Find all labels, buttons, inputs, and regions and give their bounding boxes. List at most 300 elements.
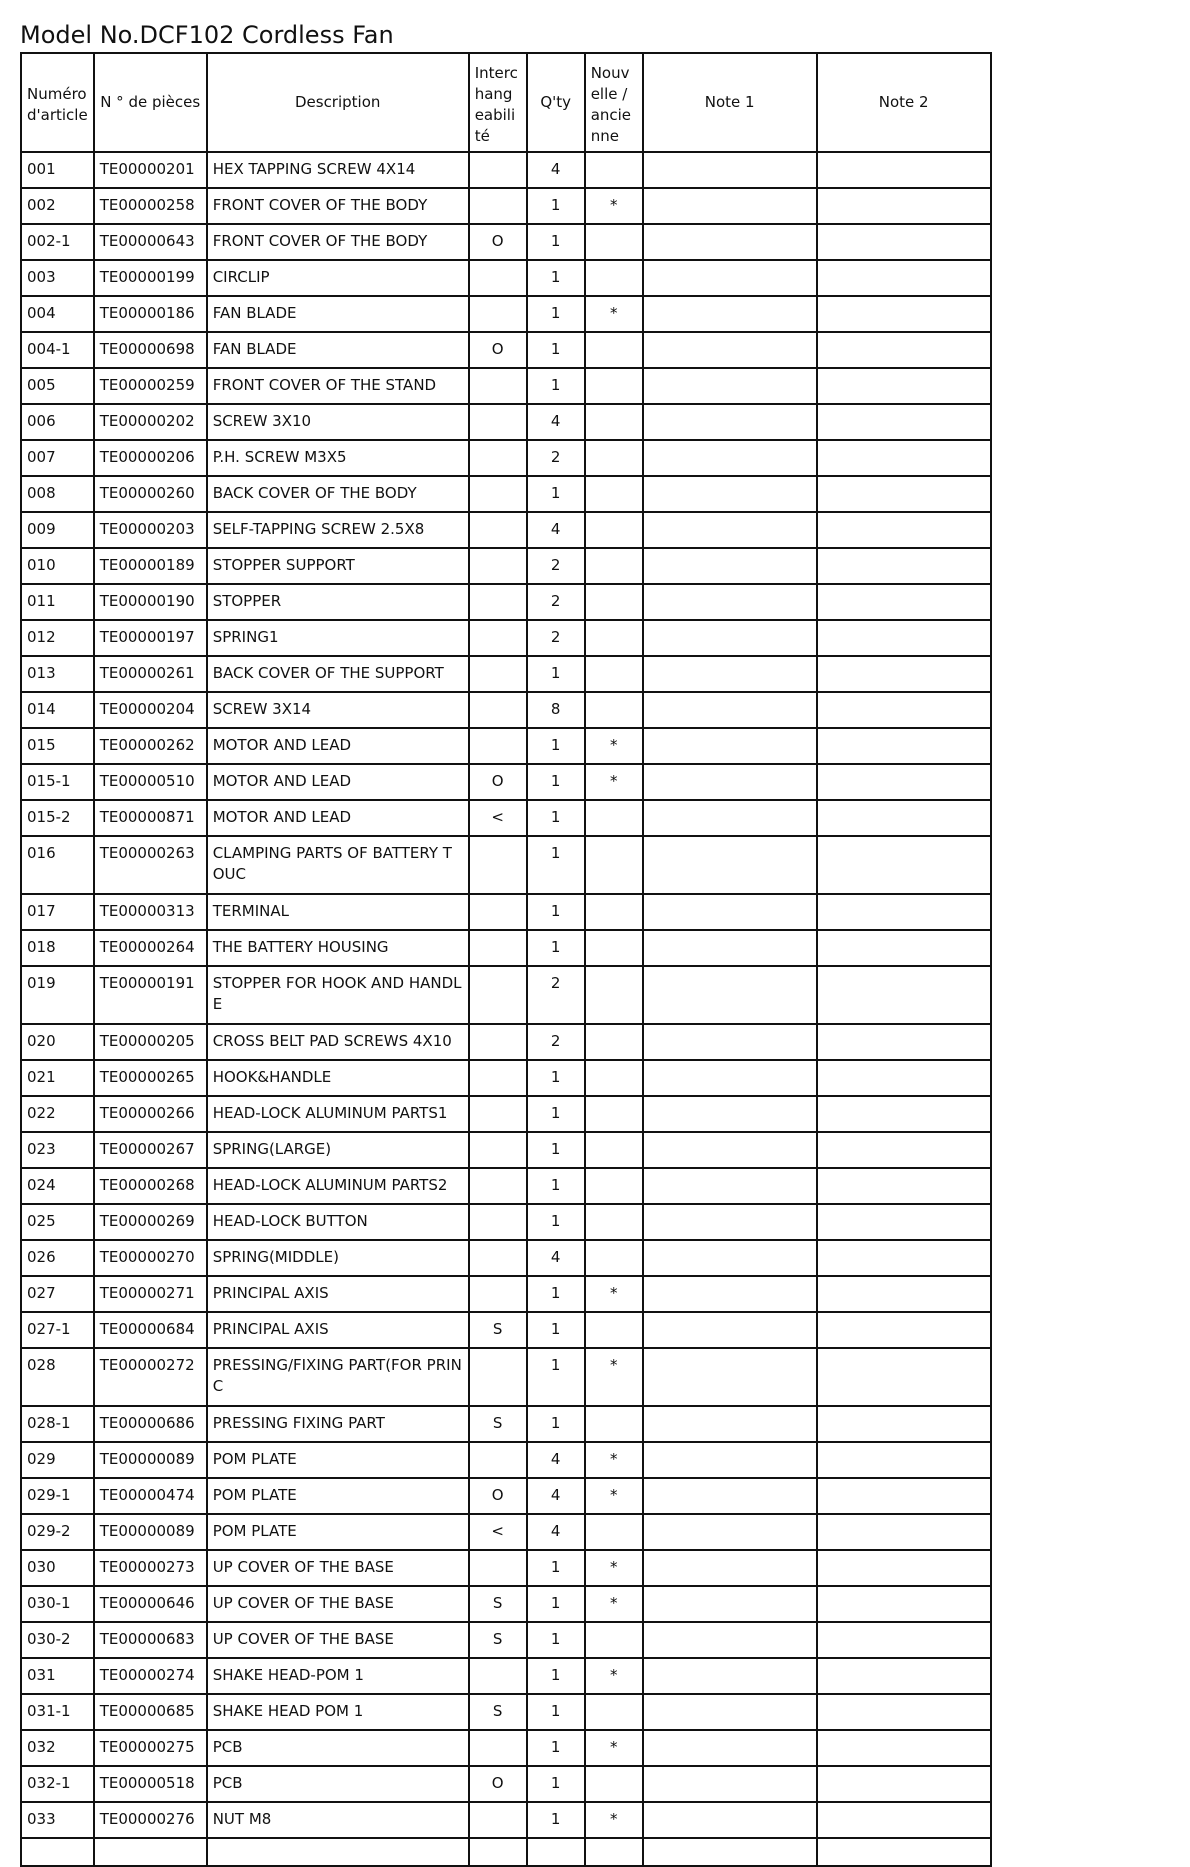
item-number-cell: 011 — [21, 584, 94, 620]
parts-table-body — [21, 152, 991, 1866]
interchangeability-cell: O — [469, 224, 527, 260]
quantity-cell: 8 — [527, 692, 585, 728]
part-number-cell: TE00000199 — [94, 260, 207, 296]
table-row — [21, 1766, 991, 1802]
note-1-cell — [643, 1766, 817, 1802]
new-old-cell: * — [585, 1550, 643, 1586]
description-cell: CROSS BELT PAD SCREWS 4X10 — [207, 1024, 469, 1060]
new-old-cell — [585, 1514, 643, 1550]
interchangeability-cell — [469, 930, 527, 966]
header-interchangeability: Interchangeabilité — [469, 53, 527, 152]
table-row — [21, 1838, 991, 1866]
interchangeability-cell — [469, 656, 527, 692]
note-2-cell — [817, 1132, 991, 1168]
table-row — [21, 1204, 991, 1240]
header-description: Description — [207, 53, 469, 152]
note-2-cell — [817, 512, 991, 548]
part-number-cell: TE00000259 — [94, 368, 207, 404]
interchangeability-cell — [469, 836, 527, 894]
item-number-cell: 023 — [21, 1132, 94, 1168]
part-number-cell: TE00000685 — [94, 1694, 207, 1730]
part-number-cell: TE00000205 — [94, 1024, 207, 1060]
note-1-cell — [643, 1240, 817, 1276]
note-2-cell — [817, 296, 991, 332]
table-row — [21, 260, 991, 296]
interchangeability-cell — [469, 152, 527, 188]
table-row — [21, 836, 991, 894]
quantity-cell: 1 — [527, 1658, 585, 1694]
empty-cell — [643, 1838, 817, 1866]
description-cell: STOPPER SUPPORT — [207, 548, 469, 584]
new-old-cell — [585, 1204, 643, 1240]
interchangeability-cell: < — [469, 800, 527, 836]
table-row — [21, 1478, 991, 1514]
empty-cell — [817, 1838, 991, 1866]
description-cell: HEX TAPPING SCREW 4X14 — [207, 152, 469, 188]
part-number-cell: TE00000089 — [94, 1514, 207, 1550]
quantity-cell: 1 — [527, 930, 585, 966]
table-row — [21, 296, 991, 332]
description-cell: MOTOR AND LEAD — [207, 728, 469, 764]
item-number-cell: 018 — [21, 930, 94, 966]
interchangeability-cell: S — [469, 1312, 527, 1348]
table-row — [21, 152, 991, 188]
interchangeability-cell — [469, 1132, 527, 1168]
empty-cell — [207, 1838, 469, 1866]
item-number-cell: 017 — [21, 894, 94, 930]
new-old-cell — [585, 332, 643, 368]
part-number-cell: TE00000263 — [94, 836, 207, 894]
part-number-cell: TE00000258 — [94, 188, 207, 224]
quantity-cell: 2 — [527, 584, 585, 620]
note-1-cell — [643, 188, 817, 224]
description-cell: FRONT COVER OF THE STAND — [207, 368, 469, 404]
empty-cell — [469, 1838, 527, 1866]
part-number-cell: TE00000189 — [94, 548, 207, 584]
interchangeability-cell — [469, 1240, 527, 1276]
quantity-cell: 4 — [527, 1442, 585, 1478]
description-cell: PRESSING FIXING PART — [207, 1406, 469, 1442]
interchangeability-cell — [469, 476, 527, 512]
new-old-cell — [585, 1132, 643, 1168]
note-2-cell — [817, 1514, 991, 1550]
new-old-cell: * — [585, 1730, 643, 1766]
interchangeability-cell — [469, 894, 527, 930]
item-number-cell: 031-1 — [21, 1694, 94, 1730]
table-row — [21, 1586, 991, 1622]
note-1-cell — [643, 1802, 817, 1838]
item-number-cell: 027 — [21, 1276, 94, 1312]
item-number-cell: 032-1 — [21, 1766, 94, 1802]
description-cell: BACK COVER OF THE BODY — [207, 476, 469, 512]
note-1-cell — [643, 966, 817, 1024]
table-row — [21, 764, 991, 800]
item-number-cell: 007 — [21, 440, 94, 476]
table-row — [21, 1132, 991, 1168]
new-old-cell: * — [585, 764, 643, 800]
new-old-cell — [585, 692, 643, 728]
part-number-cell: TE00000276 — [94, 1802, 207, 1838]
quantity-cell: 1 — [527, 728, 585, 764]
note-2-cell — [817, 1024, 991, 1060]
note-2-cell — [817, 476, 991, 512]
new-old-cell — [585, 584, 643, 620]
new-old-cell — [585, 1622, 643, 1658]
note-1-cell — [643, 692, 817, 728]
table-row — [21, 966, 991, 1024]
note-1-cell — [643, 764, 817, 800]
note-2-cell — [817, 764, 991, 800]
note-2-cell — [817, 836, 991, 894]
interchangeability-cell — [469, 1348, 527, 1406]
note-2-cell — [817, 1240, 991, 1276]
interchangeability-cell: S — [469, 1694, 527, 1730]
table-row — [21, 728, 991, 764]
item-number-cell: 021 — [21, 1060, 94, 1096]
item-number-cell: 019 — [21, 966, 94, 1024]
description-cell: SPRING1 — [207, 620, 469, 656]
part-number-cell: TE00000266 — [94, 1096, 207, 1132]
interchangeability-cell: < — [469, 1514, 527, 1550]
note-2-cell — [817, 1478, 991, 1514]
interchangeability-cell: S — [469, 1406, 527, 1442]
part-number-cell: TE00000191 — [94, 966, 207, 1024]
table-row — [21, 404, 991, 440]
part-number-cell: TE00000274 — [94, 1658, 207, 1694]
quantity-cell: 2 — [527, 548, 585, 584]
item-number-cell: 004-1 — [21, 332, 94, 368]
part-number-cell: TE00000313 — [94, 894, 207, 930]
interchangeability-cell — [469, 1024, 527, 1060]
note-1-cell — [643, 224, 817, 260]
item-number-cell: 010 — [21, 548, 94, 584]
table-row — [21, 800, 991, 836]
table-row — [21, 584, 991, 620]
quantity-cell: 1 — [527, 1586, 585, 1622]
description-cell: PRESSING/FIXING PART(FOR PRINC — [207, 1348, 469, 1406]
quantity-cell: 1 — [527, 296, 585, 332]
header-part-no: N ° de pièces — [94, 53, 207, 152]
interchangeability-cell — [469, 548, 527, 584]
note-2-cell — [817, 224, 991, 260]
header-item-no: Numéro d'article — [21, 53, 94, 152]
new-old-cell: * — [585, 728, 643, 764]
description-cell: POM PLATE — [207, 1514, 469, 1550]
item-number-cell: 029-1 — [21, 1478, 94, 1514]
note-1-cell — [643, 1276, 817, 1312]
note-1-cell — [643, 1550, 817, 1586]
note-1-cell — [643, 1442, 817, 1478]
table-row — [21, 656, 991, 692]
note-2-cell — [817, 1060, 991, 1096]
table-row — [21, 1060, 991, 1096]
empty-cell — [585, 1838, 643, 1866]
part-number-cell: TE00000270 — [94, 1240, 207, 1276]
item-number-cell: 015-2 — [21, 800, 94, 836]
interchangeability-cell — [469, 584, 527, 620]
note-2-cell — [817, 800, 991, 836]
note-2-cell — [817, 966, 991, 1024]
table-row — [21, 894, 991, 930]
table-row — [21, 188, 991, 224]
item-number-cell: 015-1 — [21, 764, 94, 800]
interchangeability-cell: O — [469, 764, 527, 800]
quantity-cell: 1 — [527, 332, 585, 368]
part-number-cell: TE00000474 — [94, 1478, 207, 1514]
table-row — [21, 1658, 991, 1694]
part-number-cell: TE00000684 — [94, 1312, 207, 1348]
description-cell: SHAKE HEAD-POM 1 — [207, 1658, 469, 1694]
part-number-cell: TE00000267 — [94, 1132, 207, 1168]
quantity-cell: 1 — [527, 1096, 585, 1132]
item-number-cell: 005 — [21, 368, 94, 404]
description-cell: UP COVER OF THE BASE — [207, 1550, 469, 1586]
interchangeability-cell — [469, 296, 527, 332]
note-2-cell — [817, 1096, 991, 1132]
description-cell: FRONT COVER OF THE BODY — [207, 224, 469, 260]
table-row — [21, 332, 991, 368]
header-note-2: Note 2 — [817, 53, 991, 152]
new-old-cell — [585, 656, 643, 692]
table-row — [21, 1312, 991, 1348]
table-row — [21, 1168, 991, 1204]
item-number-cell: 016 — [21, 836, 94, 894]
description-cell: PCB — [207, 1766, 469, 1802]
description-cell: PCB — [207, 1730, 469, 1766]
part-number-cell: TE00000203 — [94, 512, 207, 548]
description-cell: CLAMPING PARTS OF BATTERY TOUC — [207, 836, 469, 894]
interchangeability-cell — [469, 620, 527, 656]
part-number-cell: TE00000518 — [94, 1766, 207, 1802]
note-2-cell — [817, 1694, 991, 1730]
note-2-cell — [817, 584, 991, 620]
quantity-cell: 1 — [527, 1730, 585, 1766]
part-number-cell: TE00000206 — [94, 440, 207, 476]
part-number-cell: TE00000698 — [94, 332, 207, 368]
new-old-cell — [585, 404, 643, 440]
note-1-cell — [643, 656, 817, 692]
item-number-cell: 001 — [21, 152, 94, 188]
table-row — [21, 1442, 991, 1478]
interchangeability-cell — [469, 1442, 527, 1478]
table-row — [21, 1622, 991, 1658]
description-cell: POM PLATE — [207, 1442, 469, 1478]
item-number-cell: 025 — [21, 1204, 94, 1240]
new-old-cell — [585, 1312, 643, 1348]
table-row — [21, 1694, 991, 1730]
interchangeability-cell — [469, 1096, 527, 1132]
note-1-cell — [643, 332, 817, 368]
quantity-cell: 1 — [527, 1060, 585, 1096]
interchangeability-cell: O — [469, 1766, 527, 1802]
note-2-cell — [817, 930, 991, 966]
new-old-cell — [585, 260, 643, 296]
empty-cell — [21, 1838, 94, 1866]
new-old-cell — [585, 1766, 643, 1802]
table-row — [21, 692, 991, 728]
header-new-old: Nouvelle / ancienne — [585, 53, 643, 152]
interchangeability-cell — [469, 188, 527, 224]
table-row — [21, 476, 991, 512]
note-1-cell — [643, 440, 817, 476]
item-number-cell: 024 — [21, 1168, 94, 1204]
table-row — [21, 368, 991, 404]
description-cell: P.H. SCREW M3X5 — [207, 440, 469, 476]
interchangeability-cell — [469, 440, 527, 476]
quantity-cell: 1 — [527, 836, 585, 894]
new-old-cell: * — [585, 1586, 643, 1622]
description-cell: MOTOR AND LEAD — [207, 800, 469, 836]
new-old-cell — [585, 224, 643, 260]
note-1-cell — [643, 1586, 817, 1622]
part-number-cell: TE00000262 — [94, 728, 207, 764]
note-2-cell — [817, 1766, 991, 1802]
interchangeability-cell — [469, 368, 527, 404]
item-number-cell: 030 — [21, 1550, 94, 1586]
item-number-cell: 002-1 — [21, 224, 94, 260]
quantity-cell: 1 — [527, 894, 585, 930]
note-1-cell — [643, 152, 817, 188]
description-cell: SPRING(MIDDLE) — [207, 1240, 469, 1276]
description-cell: UP COVER OF THE BASE — [207, 1622, 469, 1658]
note-2-cell — [817, 728, 991, 764]
note-2-cell — [817, 1658, 991, 1694]
new-old-cell — [585, 548, 643, 584]
empty-cell — [527, 1838, 585, 1866]
interchangeability-cell — [469, 1802, 527, 1838]
note-2-cell — [817, 188, 991, 224]
note-1-cell — [643, 1168, 817, 1204]
table-row — [21, 930, 991, 966]
interchangeability-cell — [469, 512, 527, 548]
table-row — [21, 1096, 991, 1132]
description-cell: UP COVER OF THE BASE — [207, 1586, 469, 1622]
quantity-cell: 1 — [527, 1694, 585, 1730]
part-number-cell: TE00000269 — [94, 1204, 207, 1240]
quantity-cell: 1 — [527, 1406, 585, 1442]
parts-table — [20, 52, 992, 1867]
part-number-cell: TE00000265 — [94, 1060, 207, 1096]
note-1-cell — [643, 512, 817, 548]
item-number-cell: 015 — [21, 728, 94, 764]
header-note-1: Note 1 — [643, 53, 817, 152]
note-2-cell — [817, 1406, 991, 1442]
note-1-cell — [643, 836, 817, 894]
part-number-cell: TE00000201 — [94, 152, 207, 188]
description-cell: NUT M8 — [207, 1802, 469, 1838]
note-2-cell — [817, 1204, 991, 1240]
item-number-cell: 028 — [21, 1348, 94, 1406]
interchangeability-cell — [469, 1550, 527, 1586]
new-old-cell — [585, 1096, 643, 1132]
item-number-cell: 006 — [21, 404, 94, 440]
part-number-cell: TE00000190 — [94, 584, 207, 620]
description-cell: HEAD-LOCK ALUMINUM PARTS2 — [207, 1168, 469, 1204]
description-cell: MOTOR AND LEAD — [207, 764, 469, 800]
empty-cell — [94, 1838, 207, 1866]
item-number-cell: 020 — [21, 1024, 94, 1060]
table-row — [21, 1348, 991, 1406]
quantity-cell: 2 — [527, 440, 585, 476]
new-old-cell — [585, 1694, 643, 1730]
table-row — [21, 1024, 991, 1060]
part-number-cell: TE00000646 — [94, 1586, 207, 1622]
quantity-cell: 4 — [527, 1478, 585, 1514]
note-1-cell — [643, 1204, 817, 1240]
item-number-cell: 013 — [21, 656, 94, 692]
table-row — [21, 512, 991, 548]
item-number-cell: 022 — [21, 1096, 94, 1132]
interchangeability-cell — [469, 260, 527, 296]
item-number-cell: 012 — [21, 620, 94, 656]
part-number-cell: TE00000264 — [94, 930, 207, 966]
item-number-cell: 029 — [21, 1442, 94, 1478]
note-1-cell — [643, 930, 817, 966]
table-row — [21, 548, 991, 584]
quantity-cell: 2 — [527, 620, 585, 656]
interchangeability-cell — [469, 966, 527, 1024]
quantity-cell: 4 — [527, 404, 585, 440]
quantity-cell: 1 — [527, 656, 585, 692]
quantity-cell: 1 — [527, 188, 585, 224]
note-1-cell — [643, 260, 817, 296]
interchangeability-cell: S — [469, 1622, 527, 1658]
description-cell: PRINCIPAL AXIS — [207, 1312, 469, 1348]
new-old-cell: * — [585, 1802, 643, 1838]
note-2-cell — [817, 1622, 991, 1658]
quantity-cell: 1 — [527, 1132, 585, 1168]
new-old-cell — [585, 894, 643, 930]
note-2-cell — [817, 404, 991, 440]
part-number-cell: TE00000271 — [94, 1276, 207, 1312]
quantity-cell: 1 — [527, 224, 585, 260]
note-1-cell — [643, 800, 817, 836]
table-row — [21, 1240, 991, 1276]
note-1-cell — [643, 1132, 817, 1168]
description-cell: BACK COVER OF THE SUPPORT — [207, 656, 469, 692]
note-2-cell — [817, 1276, 991, 1312]
part-number-cell: TE00000261 — [94, 656, 207, 692]
note-2-cell — [817, 260, 991, 296]
interchangeability-cell: O — [469, 1478, 527, 1514]
description-cell: SELF-TAPPING SCREW 2.5X8 — [207, 512, 469, 548]
item-number-cell: 014 — [21, 692, 94, 728]
quantity-cell: 1 — [527, 764, 585, 800]
part-number-cell: TE00000275 — [94, 1730, 207, 1766]
part-number-cell: TE00000871 — [94, 800, 207, 836]
quantity-cell: 1 — [527, 368, 585, 404]
new-old-cell — [585, 476, 643, 512]
description-cell: FAN BLADE — [207, 332, 469, 368]
new-old-cell — [585, 1406, 643, 1442]
quantity-cell: 1 — [527, 260, 585, 296]
quantity-cell: 4 — [527, 512, 585, 548]
new-old-cell — [585, 1240, 643, 1276]
quantity-cell: 1 — [527, 1348, 585, 1406]
note-2-cell — [817, 1586, 991, 1622]
interchangeability-cell: O — [469, 332, 527, 368]
quantity-cell: 1 — [527, 1766, 585, 1802]
description-cell: SCREW 3X14 — [207, 692, 469, 728]
new-old-cell — [585, 1024, 643, 1060]
interchangeability-cell — [469, 1204, 527, 1240]
interchangeability-cell — [469, 1060, 527, 1096]
part-number-cell: TE00000197 — [94, 620, 207, 656]
part-number-cell: TE00000204 — [94, 692, 207, 728]
part-number-cell: TE00000186 — [94, 296, 207, 332]
description-cell: SHAKE HEAD POM 1 — [207, 1694, 469, 1730]
item-number-cell: 009 — [21, 512, 94, 548]
